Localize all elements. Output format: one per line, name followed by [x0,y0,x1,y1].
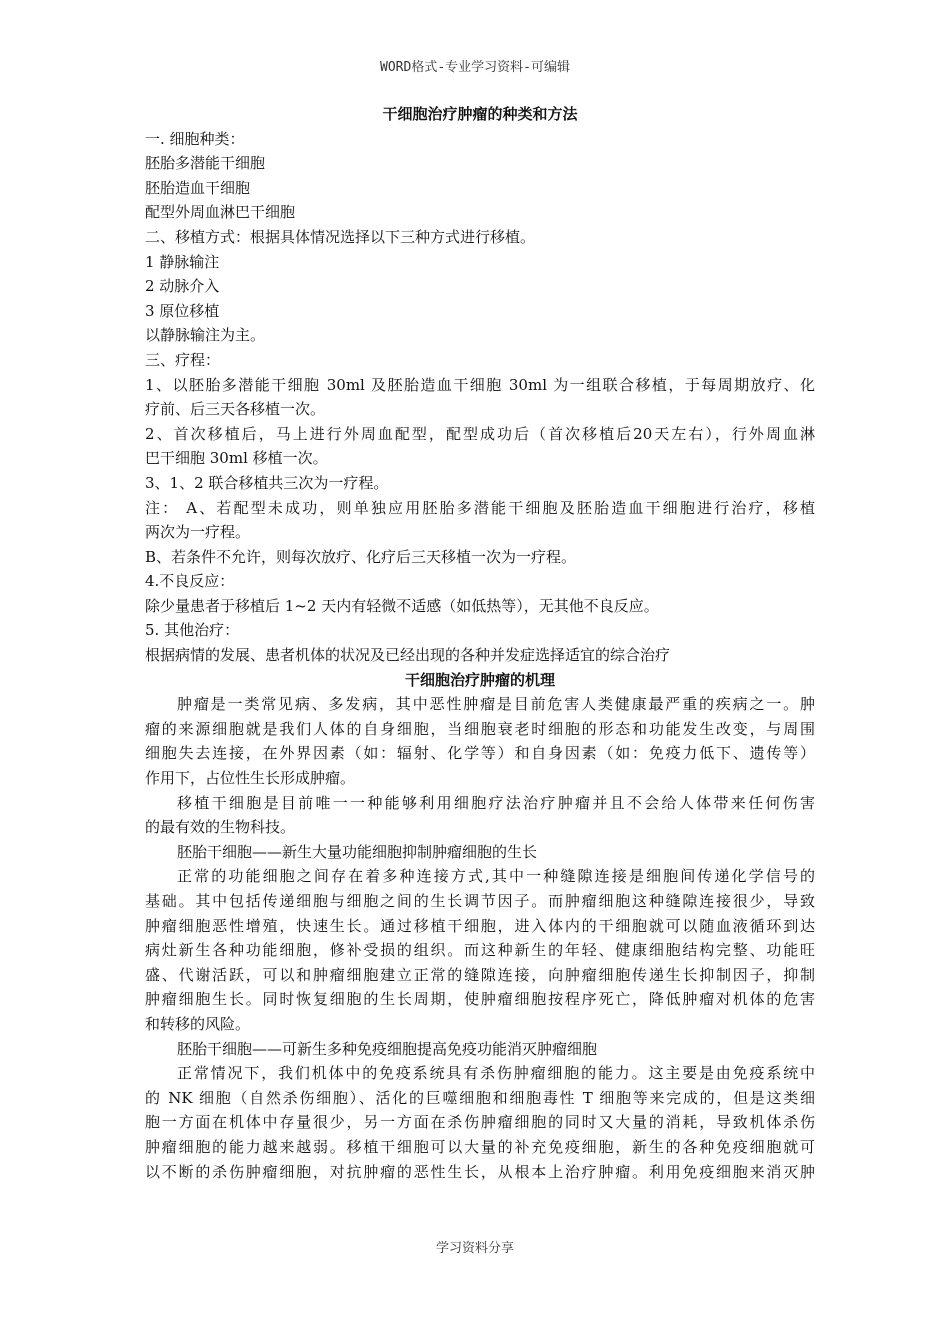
paragraph-line: 一. 细胞种类： [145,129,245,148]
section-title-methods: 干细胞治疗肿瘤的种类和方法 [382,105,578,123]
paragraph-line: 二、移植方式：根据具体情况选择以下三种方式进行移植。 [145,227,536,246]
subheading-line: 胚胎干细胞——可新生多种免疫细胞提高免疫功能消灭肿瘤细胞 [177,1039,598,1058]
paragraph-line: B、若条件不允许，则每次放疗、化疗后三天移植一次为一疗程。 [145,547,577,566]
paragraph-line: 病灶新生各种功能细胞，修补受损的组织。而这种新生的年轻、健康细胞结构完整、功能旺 [145,941,815,960]
paragraph-line: 肿瘤是一类常见病、多发病，其中恶性肿瘤是目前危害人类健康最严重的疾病之一。肿 [177,695,815,714]
paragraph-line: 的 NK 细胞（自然杀伤细胞）、活化的巨噬细胞和细胞毒性 T 细胞等来完成的，但是这类细 [145,1088,815,1107]
paragraph-line: 盛、代谢活跃，可以和肿瘤细胞建立正常的缝隙连接，向肿瘤细胞传递生长抑制因子，抑制 [145,965,815,984]
paragraph-line: 2、首次移植后，马上进行外周血配型，配型成功后（首次移植后20天左右），行外周血淋 [145,424,815,443]
paragraph-line: 作用下，占位性生长形成肿瘤。 [145,769,356,788]
paragraph-line: 两次为一疗程。 [145,523,251,542]
paragraph-line: 配型外周血淋巴干细胞 [145,203,296,222]
paragraph-line: 2 动脉介入 [145,277,220,296]
paragraph-line: 以静脉输注为主。 [145,326,266,345]
paragraph-line: 1 静脉输注 [145,252,220,271]
subheading-line: 胚胎干细胞——新生大量功能细胞抑制肿瘤细胞的生长 [177,842,538,861]
paragraph-line: 基础。其中包括传递细胞与细胞之间的生长调节因子。而肿瘤细胞这种缝隙连接很少，导致 [145,892,815,910]
page-header: WORD格式-专业学习资料-可编辑 [380,60,570,75]
paragraph-line: 三、疗程： [145,350,221,369]
paragraph-line: 移植干细胞是目前唯一一种能够利用细胞疗法治疗肿瘤并且不会给人体带来任何伤害 [177,793,815,812]
paragraph-line: 3、1、2 联合移植共三次为一疗程。 [145,473,389,492]
paragraph-line: 4.不良反应： [145,572,235,591]
paragraph-line: 1、以胚胎多潜能干细胞 30ml 及胚胎造血干细胞 30ml 为一组联合移植，于每周期放疗、化 [145,375,815,394]
paragraph-line: 巴干细胞 30ml 移植一次。 [145,449,328,468]
paragraph-line: 瘤的来源细胞就是我们人体的自身细胞，当细胞衰老时细胞的形态和功能发生改变，与周围 [145,719,815,738]
document-body [145,102,815,1184]
paragraph-line: 5. 其他治疗： [145,621,240,640]
paragraph-line: 正常的功能细胞之间存在着多种连接方式,其中一种缝隙连接是细胞间传递化学信号的 [177,867,815,886]
paragraph-line: 和转移的风险。 [145,1014,251,1033]
paragraph-line: 肿瘤细胞生长。同时恢复细胞的生长周期，使肿瘤细胞按程序死亡，降低肿瘤对机体的危害 [145,990,815,1009]
paragraph-line: 根据病情的发展、患者机体的状况及已经出现的各种并发症选择适宜的综合治疗 [145,646,671,665]
page-footer: 学习资料分享 [435,1241,514,1256]
paragraph-line: 胚胎多潜能干细胞 [145,154,266,173]
paragraph-line: 胚胎造血干细胞 [145,178,251,197]
paragraph-line: 细胞失去连接，在外界因素（如：辐射、化学等）和自身因素（如：免疫力低下、遗传等） [145,744,815,763]
paragraph-line: 3 原位移植 [145,301,220,320]
paragraph-line: 肿瘤细胞的能力越来越弱。移植干细胞可以大量的补充免疫细胞，新生的各种免疫细胞就可 [145,1137,815,1156]
paragraph-line: 正常情况下，我们机体中的免疫系统具有杀伤肿瘤细胞的能力。这主要是由免疫系统中 [177,1064,815,1083]
paragraph-line: 疗前、后三天各移植一次。 [145,400,326,419]
paragraph-line: 肿瘤细胞恶性增殖，快速生长。通过移植干细胞，进入体内的干细胞就可以随血液循环到达 [145,916,815,935]
section-title-mechanism: 干细胞治疗肿瘤的机理 [404,670,555,689]
paragraph-line: 注： A、若配型未成功，则单独应用胚胎多潜能干细胞及胚胎造血干细胞进行治疗，移植 [145,498,815,517]
paragraph-line: 除少量患者于移植后 1~2 天内有轻微不适感（如低热等），无其他不良反应。 [145,596,659,615]
paragraph-line: 的最有效的生物科技。 [145,818,296,837]
paragraph-line: 胞一方面在机体中存量很少，另一方面在杀伤肿瘤细胞的同时又大量的消耗，导致机体杀伤 [145,1113,815,1132]
paragraph-line: 以不断的杀伤肿瘤细胞，对抗肿瘤的恶性生长，从根本上治疗肿瘤。利用免疫细胞来消灭肿 [145,1162,815,1181]
